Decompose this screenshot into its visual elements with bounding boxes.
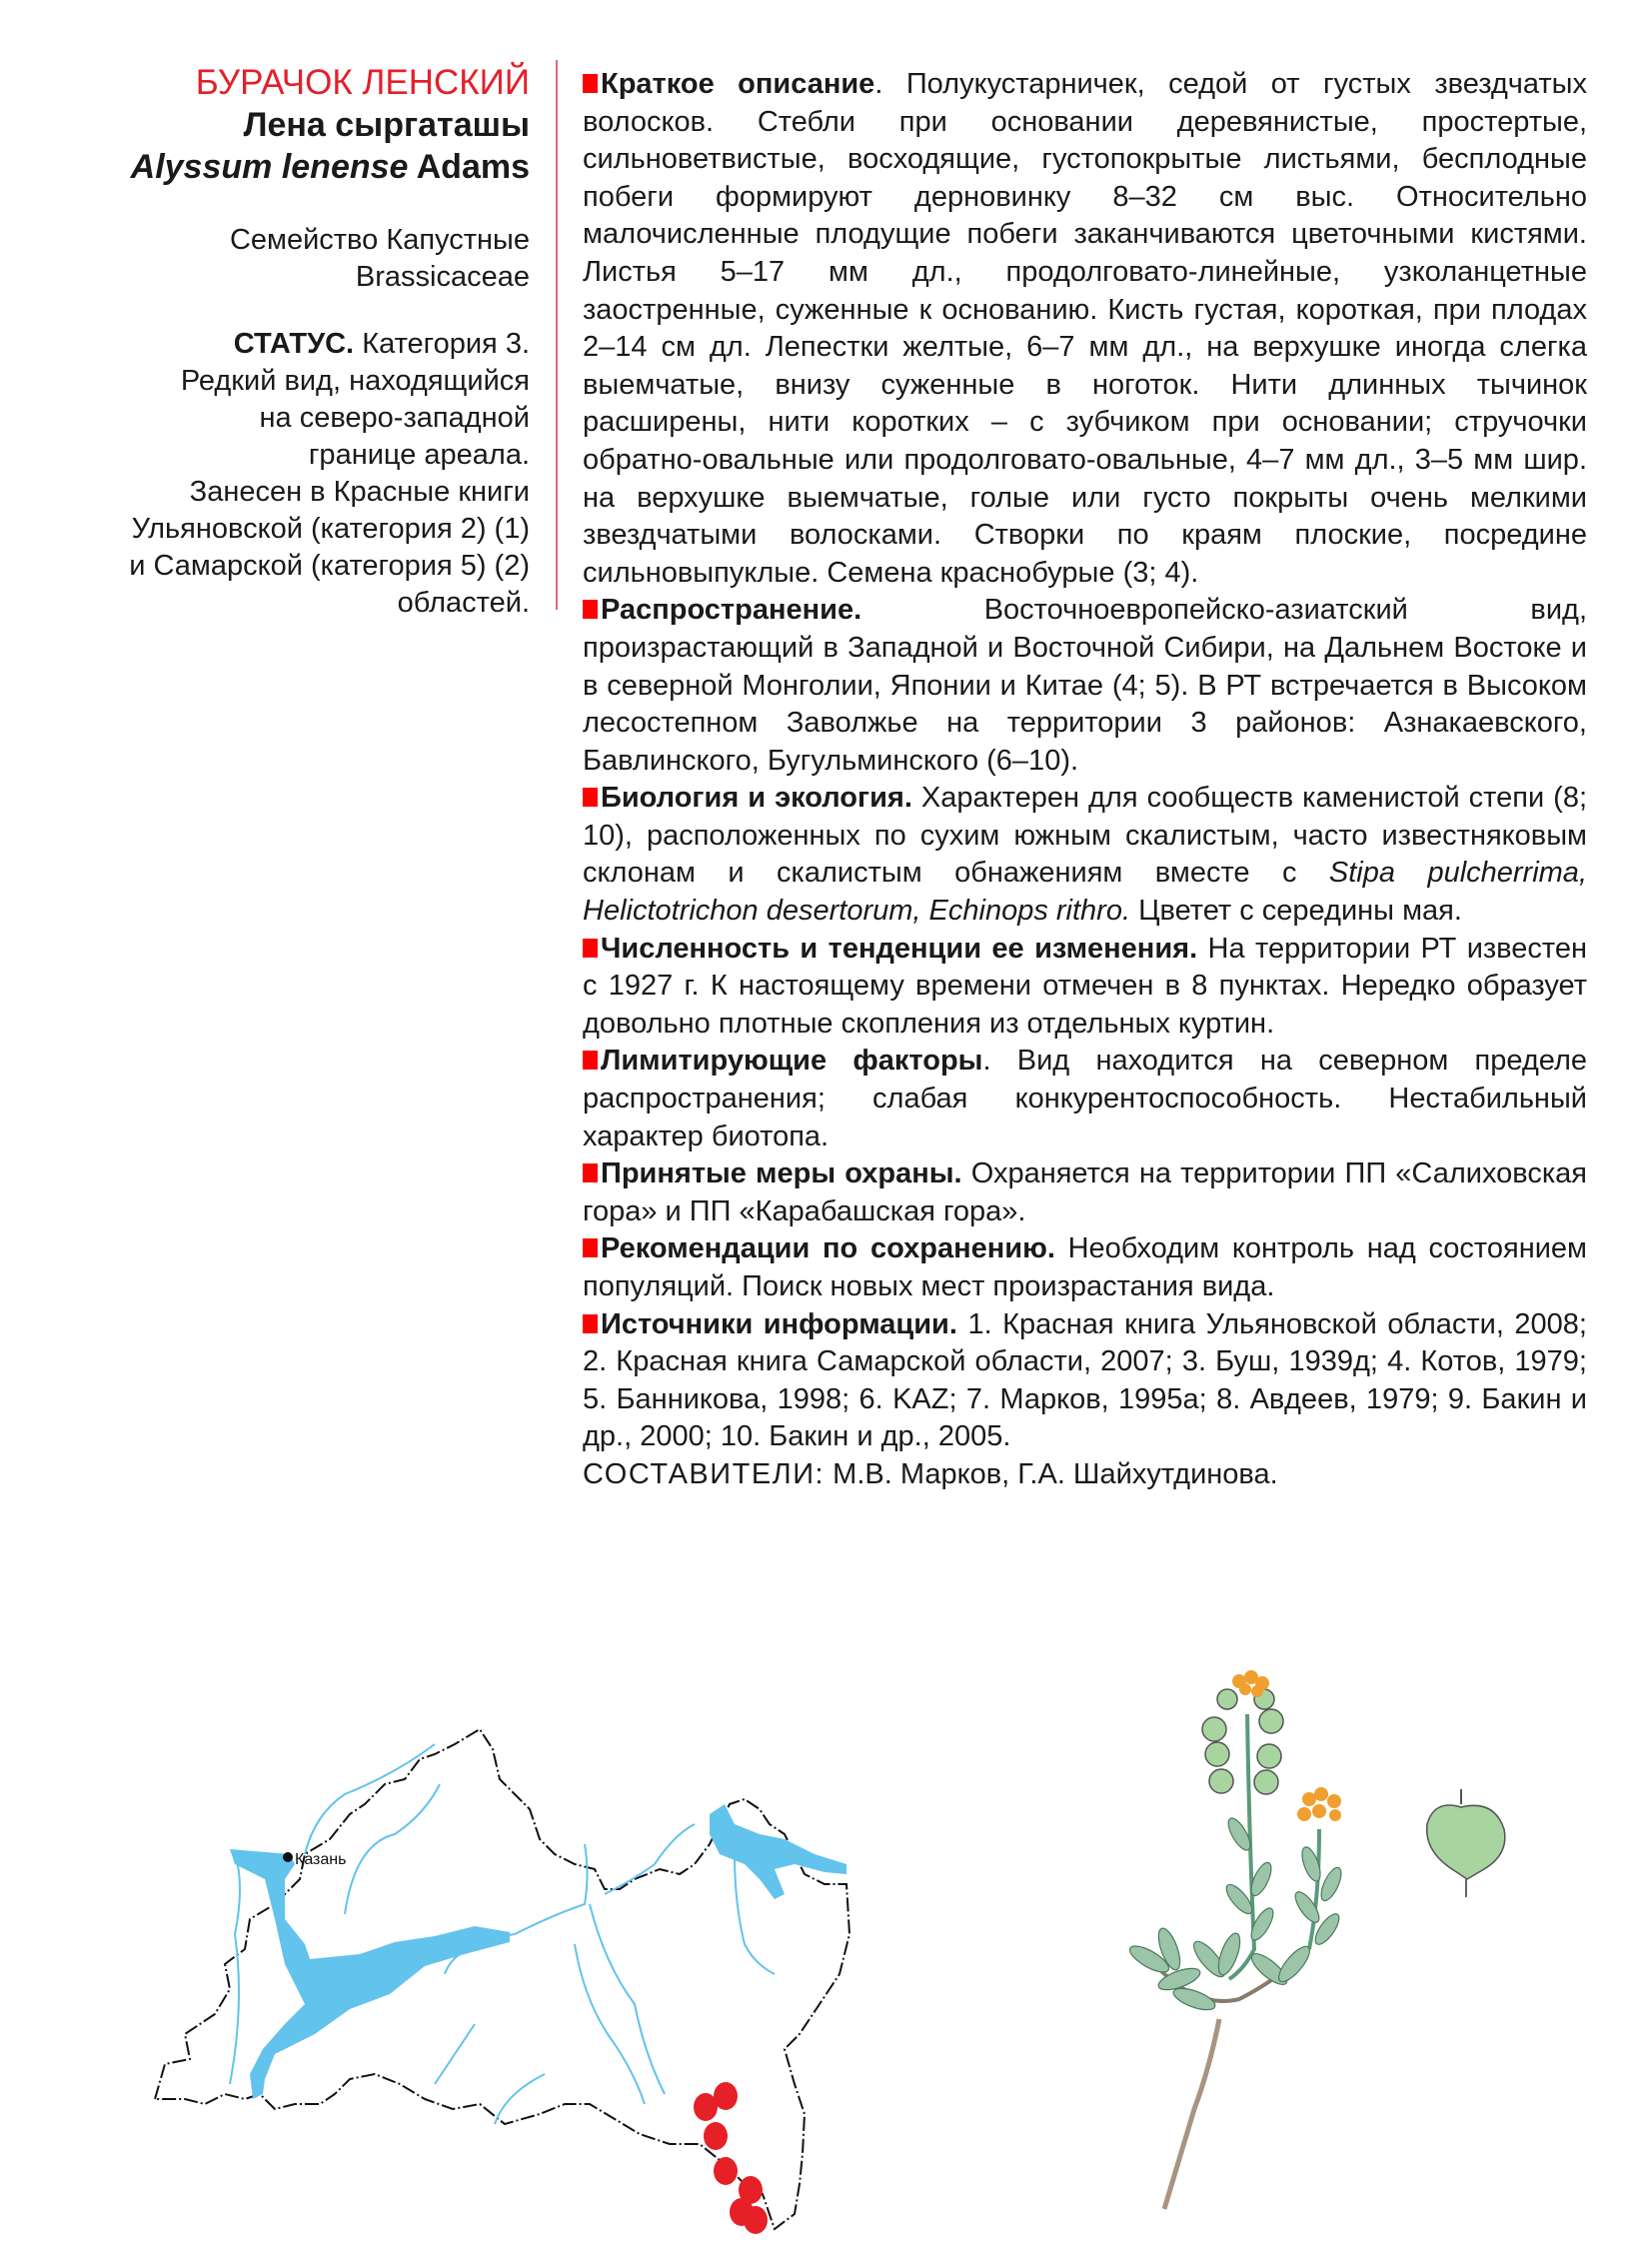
section-biology: Биология и экология. Характерен для сообществ каменистой степи (8; 10), расположенных по сухим южным скалистым, часто известняковым склонам и скалистым обнажениям вместе с Stipa pulcherrima, Helictotrichon desertorum, Echinops rithro. Цветет с середины мая. xyxy=(583,782,1587,928)
section-marker-icon xyxy=(583,1238,598,1257)
species-name-russian: БУРАЧОК ЛЕНСКИЙ xyxy=(195,63,530,102)
species-name-tatar: Лена сыргаташы xyxy=(243,106,530,144)
family-block xyxy=(60,222,530,296)
status-line-4: границе ареала. xyxy=(308,439,530,471)
article-body xyxy=(583,66,1587,1494)
kazan-city-label: Казань xyxy=(295,1851,347,1868)
section-marker-icon xyxy=(583,74,598,93)
kazan-city-marker-icon xyxy=(283,1852,293,1862)
status-block xyxy=(60,326,530,622)
occurrence-records xyxy=(694,2082,768,2234)
section-sources: Источники информации. 1. Красная книга Ульяновской области, 2008; 2. Красная книга Самарской области, 2007; 3. Буш, 1939д; 4. Котов, 1979; 5. Банникова, 1998; 6. KAZ; 7. Марков, 1995а; 8. Авдеев, 1979; 9. Бакин и др., 2000; 10. Бакин и др., 2005. xyxy=(583,1307,1587,1453)
distribution-map xyxy=(135,1704,874,2239)
record-point xyxy=(704,2122,728,2150)
region-border xyxy=(155,1729,849,2229)
authors-line: СОСТАВИТЕЛИ: М.В. Марков, Г.А. Шайхутдинова. xyxy=(583,1457,1278,1490)
latin-author: Adams xyxy=(416,148,530,186)
section-marker-icon xyxy=(583,1314,598,1333)
latin-binomial: Alyssum lenense xyxy=(130,148,409,186)
status-line-2: Редкий вид, находящийся xyxy=(180,365,530,397)
section-marker-icon xyxy=(583,939,598,958)
section-protection: Принятые меры охраны. Охраняется на территории ПП «Салиховская гора» и ПП «Карабашская гора». xyxy=(583,1157,1587,1227)
section-description: Краткое описание. Полукустарничек, седой от густых звездчатых волосков. Стебли при основании деревянистые, простертые, сильноветвистые, восходящие, густопокрытые листьями, бесплодные побеги формируют дерновинку 8–32 см выс. Относительно малочисленные плодущие побеги заканчиваются цветочными кистями. Листья 5–17 мм дл., продолговато-линейные, узколанцетные заостренные, суженные к основанию. Кисть густая, короткая, при плодах 2–14 см дл. Лепестки желтые, 6–7 мм дл., на верхушке иногда слегка выемчатые, внизу суженные в ноготок. Нити длинных тычинок расширены, нити коротких – с зубчиком при основании; стручочки обратно-овальные или продолговато-овальные, 4–7 мм дл., 3–5 мм шир. на верхушке выемчатые, голые или густо покрыты очень мелкими звездчатыми волосками. Створки по краям плоские, посредине сильновыпуклые. Семена краснобурые (3; 4). xyxy=(583,68,1587,589)
family-latin: Brassicaceae xyxy=(355,261,530,293)
status-line-3: на северо-западной xyxy=(259,402,530,434)
species-header xyxy=(60,62,530,622)
fruit-detail-drawing xyxy=(1427,1789,1505,1897)
kuibyshev-reservoir xyxy=(230,1849,510,2099)
status-line-6: Ульяновской (категория 2) (1) xyxy=(131,513,530,545)
plant-illustration xyxy=(1099,1639,1619,2239)
plant-drawing xyxy=(1126,1670,1345,2209)
section-marker-icon xyxy=(583,1051,598,1070)
status-label: СТАТУС. xyxy=(233,328,355,360)
section-marker-icon xyxy=(583,1163,598,1182)
section-distribution: Распространение. Восточноевропейско-азиатский вид, произрастающий в Западной и Восточной Сибири, на Дальнем Востоке и в северной Монголии, Японии и Китае (4; 5). В РТ встречается в Высоком лесостепном Заволжье на территории 3 районов: Азнакаевского, Бавлинского, Бугульминского (6–10). xyxy=(583,594,1587,777)
section-marker-icon xyxy=(583,788,598,807)
status-line-8: областей. xyxy=(397,587,530,619)
section-recommendations: Рекомендации по сохранению. Необходим контроль над состоянием популяций. Поиск новых мест произрастания вида. xyxy=(583,1232,1587,1302)
status-line-5: Занесен в Красные книги xyxy=(189,476,530,508)
record-point xyxy=(714,2082,738,2110)
section-limiting-factors: Лимитирующие факторы. Вид находится на северном пределе распространения; слабая конкурентоспособность. Нестабильный характер биотопа. xyxy=(583,1045,1587,1152)
status-line-1: СТАТУС. Категория 3. xyxy=(233,328,530,360)
status-line-7: и Самарской (категория 5) (2) xyxy=(129,550,530,582)
record-point xyxy=(744,2206,768,2234)
record-point xyxy=(714,2157,738,2185)
section-marker-icon xyxy=(583,600,598,619)
section-abundance: Численность и тенденции ее изменения. На территории РТ известен с 1927 г. К настоящему времени отмечен в 8 пунктах. Нередко образует довольно плотные скопления из отдельных куртин. xyxy=(583,932,1587,1040)
species-name-latin xyxy=(60,146,530,188)
column-divider xyxy=(556,60,558,610)
family-russian: Семейство Капустные xyxy=(229,224,530,256)
